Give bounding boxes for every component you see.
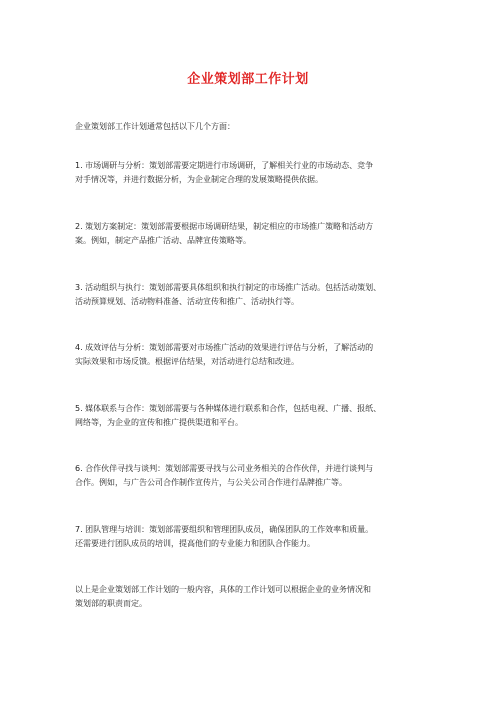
paragraph-line: 1. 市场调研与分析：策划部需要定期进行市场调研，了解相关行业的市场动态、竞争 xyxy=(75,161,374,170)
paragraph-line: 策划部的职责而定。 xyxy=(75,598,147,608)
section-paragraph-2 xyxy=(75,220,435,247)
section-paragraph-1 xyxy=(75,159,435,186)
paragraph-line: 还需要进行团队成员的培训，提高他们的专业能力和团队合作能力。 xyxy=(75,538,315,548)
paragraph-line: 3. 活动组织与执行：策划部需要具体组织和执行制定的市场推广活动。包括活动策划、 xyxy=(75,283,382,292)
document-title: 企业策划部工作计划 xyxy=(187,72,309,87)
section-paragraph-4 xyxy=(75,341,435,368)
closing-paragraph xyxy=(75,583,435,610)
paragraph-line: 7. 团队管理与培训：策划部需要组织和管理团队成员，确保团队的工作效率和质量。 xyxy=(75,525,374,534)
paragraph-line: 网络等，为企业的宣传和推广提供渠道和平台。 xyxy=(75,417,243,427)
paragraph-line: 以上是企业策划部工作计划的一般内容，具体的工作计划可以根据企业的业务情况和 xyxy=(75,585,371,594)
paragraph-line: 活动预算规划、活动物料准备、活动宣传和推广、活动执行等。 xyxy=(75,296,299,306)
paragraph-line: 2. 策划方案制定：策划部需要根据市场调研结果，制定相应的市场推广策略和活动方 xyxy=(75,222,374,231)
paragraph-line: 合作。例如，与广告公司合作制作宣传片，与公关公司合作进行品牌推广等。 xyxy=(75,477,347,487)
intro-text: 企业策划部工作计划通常包括以下几个方面： xyxy=(75,122,235,131)
section-paragraph-7 xyxy=(75,523,435,550)
section-paragraph-3 xyxy=(75,281,435,308)
paragraph-line: 4. 成效评估与分析：策划部需要对市场推广活动的效果进行评估与分析，了解活动的 xyxy=(75,343,374,352)
paragraph-line: 对手情况等，并进行数据分析，为企业制定合理的发展策略提供依据。 xyxy=(75,174,323,184)
paragraph-line: 5. 媒体联系与合作：策划部需要与各种媒体进行联系和合作，包括电视、广播、报纸、 xyxy=(75,404,382,413)
paragraph-line: 案。例如，制定产品推广活动、品牌宣传策略等。 xyxy=(75,235,251,245)
paragraph-line: 6. 合作伙伴寻找与谈判：策划部需要寻找与公司业务相关的合作伙伴，并进行谈判与 xyxy=(75,464,374,473)
section-paragraph-6 xyxy=(75,462,435,489)
section-paragraph-5 xyxy=(75,402,435,429)
paragraph-line: 实际效果和市场反馈。根据评估结果，对活动进行总结和改进。 xyxy=(75,356,299,366)
